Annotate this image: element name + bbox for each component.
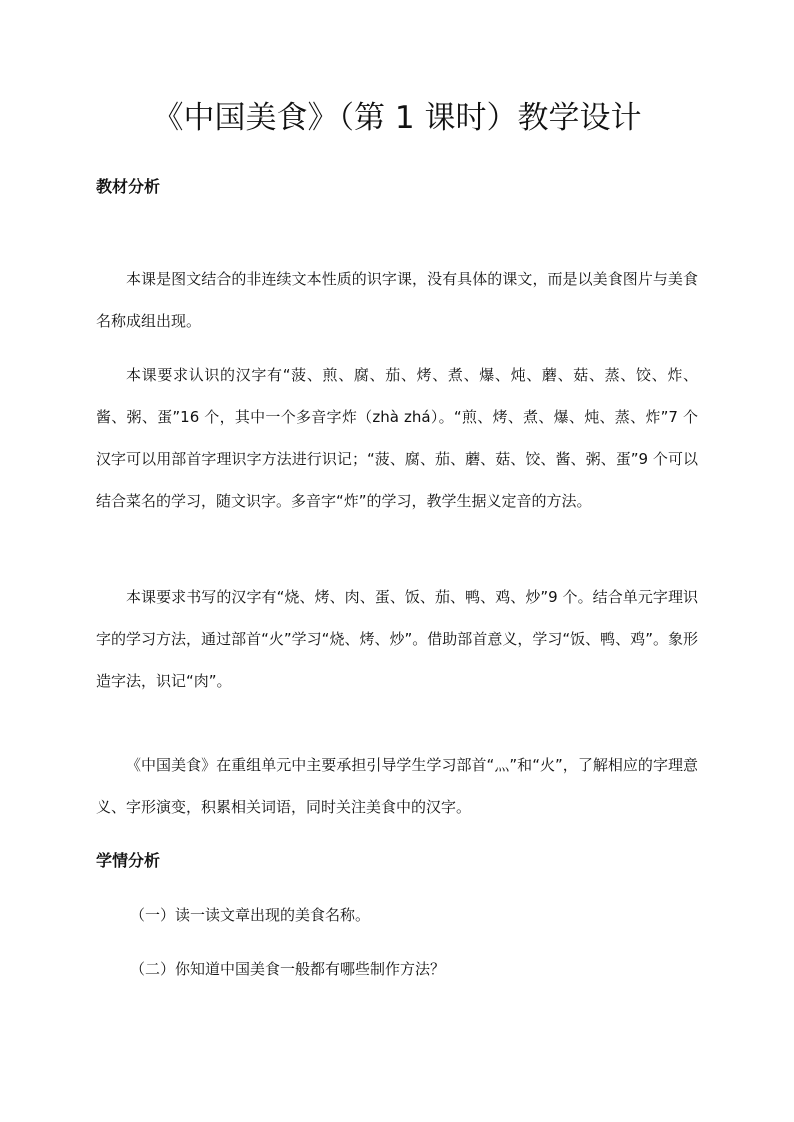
textbook-analysis-paragraph-3: 本课要求书写的汉字有“烧、烤、肉、蛋、饭、茄、鸭、鸡、炒”9 个。结合单元字理识字的学习方法，通过部首“火”学习“烧、烤、炒”。借助部首意义，学习“饭、鸭、鸡”。象形造字法，识记“肉”。 [96, 588, 698, 690]
student-analysis-item-2: （二）你知道中国美食一般都有哪些制作方法？ [130, 960, 446, 978]
section-heading-textbook-analysis: 教材分析 [96, 177, 161, 196]
section-heading-student-analysis: 学情分析 [96, 851, 161, 870]
student-analysis-item-1: （一）读一读文章出现的美食名称。 [130, 906, 371, 924]
textbook-analysis-paragraph-1: 本课是图文结合的非连续文本性质的识字课，没有具体的课文，而是以美食图片与美食名称成组出现。 [96, 270, 698, 330]
document-title: 《中国美食》（第 1 课时）教学设计 [152, 100, 642, 136]
textbook-analysis-paragraph-2: 本课要求认识的汉字有“菠、煎、腐、茄、烤、煮、爆、炖、蘑、菇、蒸、饺、炸、酱、粥、蛋”16 个，其中一个多音字炸（zhà zhá）。“煎、烤、煮、爆、炖、蒸、炸”7 个汉字可以用部首字理识字方法进行识记；“菠、腐、茄、蘑、菇、饺、酱、粥、蛋”9 个可以结合菜名的学习，随文识字。多音字“炸”的学习，教学生据义定音的方法。 [96, 366, 698, 510]
textbook-analysis-paragraph-4: 《中国美食》在重组单元中主要承担引导学生学习部首“灬”和“火”，了解相应的字理意义、字形演变，积累相关词语，同时关注美食中的汉字。 [96, 756, 698, 816]
